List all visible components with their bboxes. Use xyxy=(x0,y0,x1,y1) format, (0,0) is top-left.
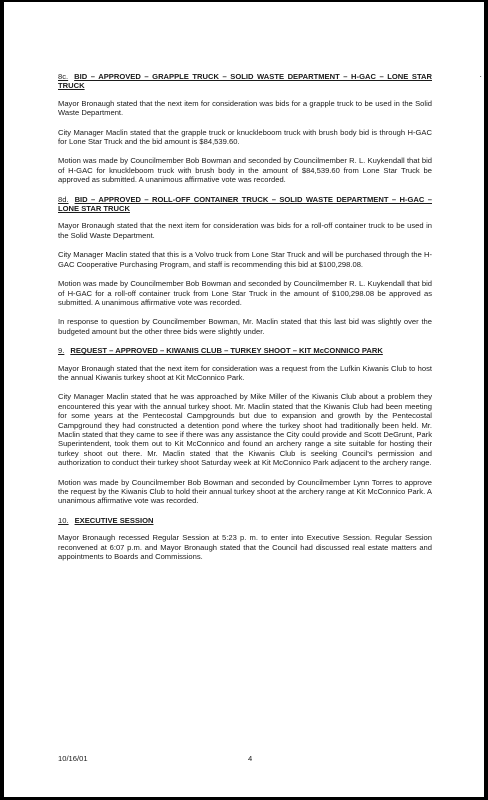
section-title: REQUEST – APPROVED – KIWANIS CLUB – TURKEY SHOOT – KIT McCONNICO PARK xyxy=(70,346,383,356)
section-heading xyxy=(58,346,432,355)
paragraph: Mayor Bronaugh stated that the next item for consideration was a request from the Lufkin Kiwanis Club to host the annual Kiwanis turkey shoot at Kit McConnico Park. xyxy=(58,363,432,382)
scan-speck: · xyxy=(479,72,482,81)
paragraph: Motion was made by Councilmember Bob Bowman and seconded by Councilmember R. L. Kuykendall that bid of H-GAC for a roll-off container truck from Lone Star Truck in the amount of $100,298.08 be approved as submitted. A unanimous affirmative vote was recorded. xyxy=(58,279,432,307)
document-page xyxy=(4,2,484,797)
paragraph: Motion was made by Councilmember Bob Bowman and seconded by Councilmember R. L. Kuykendall that bid of H-GAC for knuckleboom truck with brush body in the amount of $84,539.60 from Lone Star Truck be approved as submitted. A unanimous affirmative vote was recorded. xyxy=(58,156,432,185)
page-number: 4 xyxy=(248,754,253,763)
section-9 xyxy=(58,346,432,506)
paragraph: Motion was made by Councilmember Bob Bowman and seconded by Councilmember Lynn Torres to approve the request by the Kiwanis Club to hold their annual turkey shoot at the archery range at Kit McConnico Park. A unanimous affirmative vote was recorded. xyxy=(58,477,432,506)
paragraph: City Manager Maclin stated that he was approached by Mike Miller of the Kiwanis Club about a problem they encountered this year with the annual turkey shoot. Mr. Maclin stated that the Kiwanis Club had been meeting for some years at the Pentecostal Campgrounds but due to expansion and growth by the Pentecostal Campground they had constructed a detention pond where the turkey shoot had traditionally been held. Mr. Maclin stated that they came to see if there was any assistance the City could provide and Scott DeGrunt, Park Superintendent, took them out to Kit McConnico and found an archery range a site suitable for hosting their turkey shoot out there. Mr. Maclin stated that the Kiwanis Club is seeking Council's permission and authorization to conduct their turkey shoot Saturday week at Kit McConnico Park adjacent to the archery range. xyxy=(58,392,432,468)
section-title: BID – APPROVED – ROLL-OFF CONTAINER TRUCK – SOLID WASTE DEPARTMENT – H-GAC – LONE STAR TRUCK xyxy=(58,194,432,214)
section-8c xyxy=(58,72,432,185)
minutes-body xyxy=(58,72,432,571)
section-10 xyxy=(58,516,432,562)
section-number: 8c. xyxy=(58,72,69,81)
paragraph: Mayor Bronaugh stated that the next item for consideration was bids for a roll-off container truck to be used in the Solid Waste Department. xyxy=(58,221,432,240)
section-title: BID – APPROVED – GRAPPLE TRUCK – SOLID WASTE DEPARTMENT – H-GAC – LONE STAR TRUCK xyxy=(58,72,432,91)
paragraph: Mayor Bronaugh recessed Regular Session at 5:23 p. m. to enter into Executive Session. Regular Session reconvened at 6:07 p.m. and Mayor Bronaugh stated that the Council had discussed real estate matters and appointments to Boards and Commissions. xyxy=(58,533,432,562)
section-number: 8d. xyxy=(58,194,69,204)
section-8d xyxy=(58,195,432,336)
paragraph: Mayor Bronaugh stated that the next item for consideration was bids for a grapple truck to be used in the Solid Waste Department. xyxy=(58,98,432,118)
footer-date: 10/16/01 xyxy=(58,754,88,763)
paragraph: In response to question by Councilmember Bowman, Mr. Maclin stated that this last bid was slightly over the budgeted amount but the other three bids were slightly under. xyxy=(58,317,432,336)
section-heading xyxy=(58,195,432,214)
section-number: 10. xyxy=(58,515,69,525)
paragraph: City Manager Maclin stated that the grapple truck or knuckleboom truck with brush body bid is through H-GAC for Lone Star Truck and the bid amount is $84,539.60. xyxy=(58,127,432,147)
section-number: 9. xyxy=(58,346,65,356)
paragraph: City Manager Maclin stated that this is a Volvo truck from Lone Star Truck and will be purchased through the H-GAC Cooperative Purchasing Program, and staff is recommending this bid at $100,298.08. xyxy=(58,250,432,269)
section-heading xyxy=(58,516,432,525)
section-title: EXECUTIVE SESSION xyxy=(74,515,154,525)
section-heading xyxy=(58,72,432,91)
